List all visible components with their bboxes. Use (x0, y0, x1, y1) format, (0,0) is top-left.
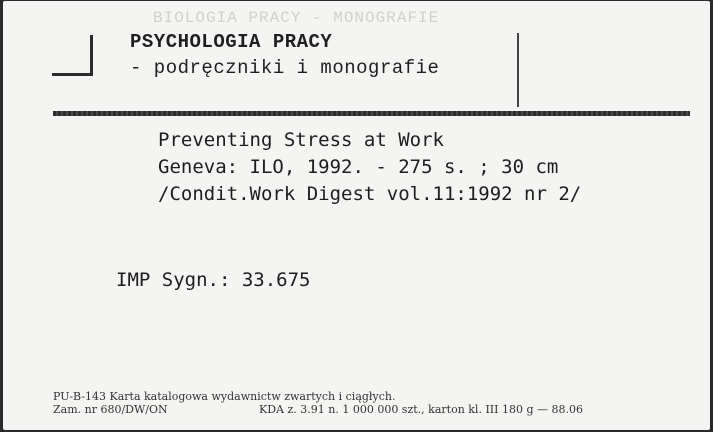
publication-info: Geneva: ILO, 1992. - 275 s. ; 30 cm (158, 156, 559, 178)
series-info: /Condit.Work Digest vol.11:1992 nr 2/ (158, 183, 582, 205)
subject-heading: PSYCHOLOGIA PRACY (130, 31, 333, 53)
ghost-text: BIOLOGIA PRACY - MONOGRAFIE (153, 9, 440, 27)
horizontal-rule (53, 111, 690, 116)
call-number: IMP Sygn.: 33.675 (116, 269, 311, 291)
corner-bracket-vertical (90, 35, 93, 75)
header-divider (517, 33, 519, 107)
catalog-card (3, 1, 710, 430)
corner-bracket-horizontal (52, 73, 93, 76)
footer-print-run: KDA z. 3.91 n. 1 000 000 szt., karton kl. III 180 g — 88.06 (259, 403, 583, 416)
book-title: Preventing Stress at Work (158, 129, 444, 151)
footer-print-info (53, 403, 583, 416)
footer-order-number: Zam. nr 680/DW/ON (53, 403, 168, 416)
subject-subheading: - podręczniki i monografie (130, 57, 440, 79)
footer-form-label: PU-B-143 Karta katalogowa wydawnictw zwartych i ciągłych. (53, 390, 396, 403)
